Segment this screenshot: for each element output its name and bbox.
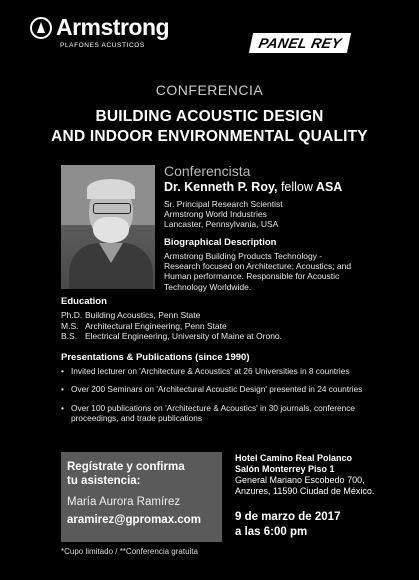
presentations-heading: Presentations & Publications (since 1990) [61,352,250,363]
venue-name: Hotel Camino Real Polanco [235,453,353,463]
armstrong-mark-icon [30,17,52,39]
education-degree: M.S. [61,320,79,331]
education-item [61,310,282,321]
event-time: a las 6:00 pm [235,526,308,538]
conference-label: CONFERENCIA [155,82,264,98]
registration-box [61,452,222,542]
bullet-icon: • [61,402,64,413]
panel-rey-logo: PANEL REY [249,33,352,53]
registration-contact-name: María Aurora Ramírez [67,496,181,508]
speaker-info-line: Sr. Principal Research Scientist [164,199,283,209]
armstrong-tagline: PLAFONES ACUSTICOS [60,42,145,49]
speaker-info-line: Armstrong World Industries [164,209,267,219]
event-title-line-1: BUILDING ACOUSTIC DESIGN [95,108,324,125]
presentation-text: Over 100 publications on 'Architecture & Acoustics' in 30 journals, conference proceedings, and trade publications [71,402,356,424]
education-item [61,321,282,332]
education-degree: B.S. [61,331,78,341]
education-detail: Electrical Engineering, University of Maine at Orono. [85,331,283,341]
speaker-name-text: Dr. Kenneth P. Roy, [164,180,278,194]
presentation-item [61,366,391,376]
speaker-name [164,180,342,194]
bio-text [164,251,400,292]
armstrong-wordmark: Armstrong [56,14,170,40]
bio-heading: Biographical Description [164,237,277,248]
bio-line: Human performance. Responsible for Acoustic [164,271,340,282]
bullet-icon: • [61,366,64,376]
education-detail: Architectural Engineering, Penn State [85,320,227,331]
education-list [61,310,282,342]
venue-address-line: Anzures, 11590 Ciudad de México. [235,486,375,496]
registration-email-link[interactable]: aramirez@gpromax.com [67,514,201,526]
presentations-list [61,366,391,432]
education-heading: Education [61,296,107,307]
presentation-item [61,384,391,394]
speaker-section-label: Conferencista [164,163,251,179]
venue-block [235,453,374,497]
armstrong-logo [30,14,169,49]
bullet-icon: • [61,384,64,395]
speaker-society: ASA [315,180,343,194]
education-degree: Ph.D. [61,310,83,320]
venue-room: Salón Monterrey Piso 1 [235,464,335,474]
registration-heading-line-1: Regístrate y confirma [67,461,185,473]
education-item [61,331,282,342]
venue-address-line: General Mariano Escobedo 700, [235,475,365,485]
bio-line: Technology Worldwide. [164,281,252,292]
speaker-fellow: fellow [280,180,313,194]
presentation-item [61,403,391,424]
footnote: *Cupo limitado / **Conferencia gratuita [61,547,198,556]
bio-line: Research focused on Architecture; Acoustics; and [164,261,352,272]
event-title-line-2: AND INDOOR ENVIRONMENTAL QUALITY [51,128,368,145]
event-title [0,107,419,147]
registration-heading [67,460,185,488]
event-date: 9 de marzo de 2017 [235,511,341,523]
speaker-photo [61,165,155,289]
event-schedule [235,510,340,540]
presentation-text: Over 200 Seminars on 'Architectural Acoustic Design' presented in 24 countries [71,384,363,395]
speaker-info [164,199,283,229]
bio-line: Armstrong Building Products Technology - [164,251,323,261]
presentation-text: Invited lecturer on 'Architecture & Acoustics' at 26 Universities in 8 countries [71,366,350,376]
speaker-info-line: Lancaster, Pennsylvania, USA [164,219,279,229]
education-detail: Building Acoustics, Penn State [85,310,201,320]
registration-heading-line-2: tu asistencia: [67,475,141,487]
